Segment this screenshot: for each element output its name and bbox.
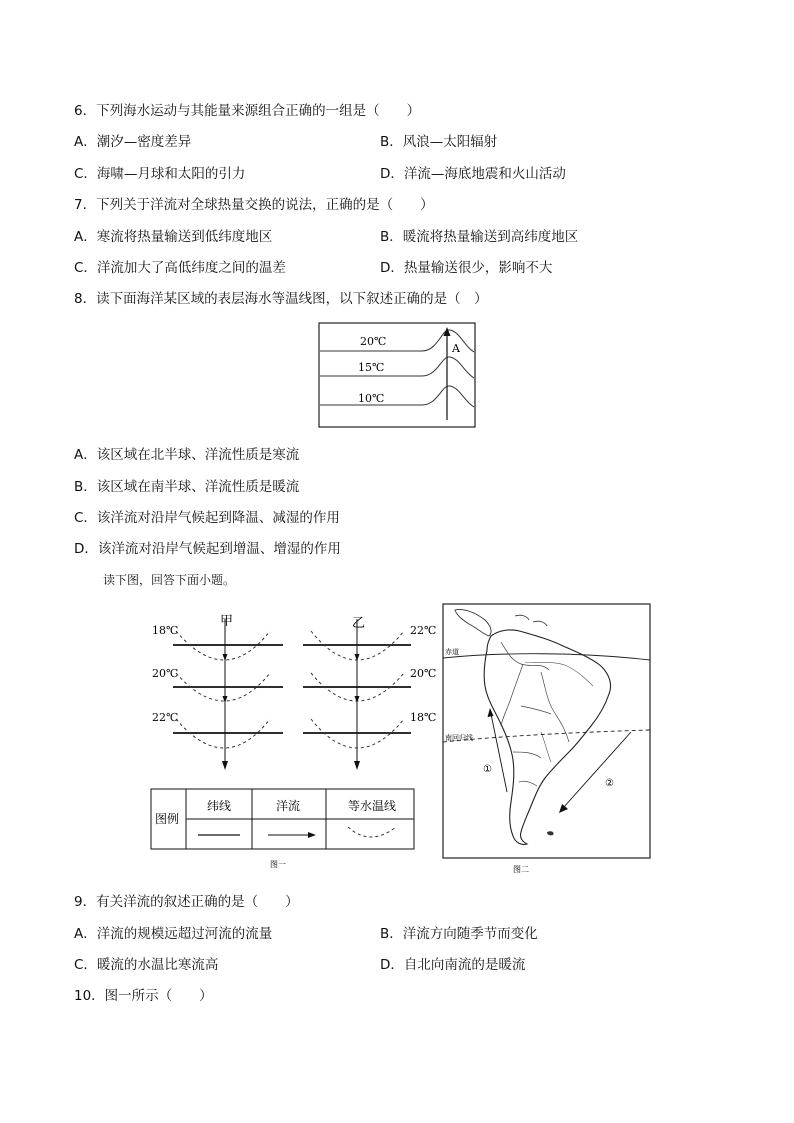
diagram-yi xyxy=(303,619,411,770)
q6-stem: 6．下列海水运动与其能量来源组合正确的一组是（ ） xyxy=(74,103,421,119)
jia-mid-arrow-2 xyxy=(223,696,228,703)
legend-title: 图例 xyxy=(155,812,180,826)
q9-option-d: D．自北向南流的是暖流 xyxy=(380,957,526,973)
q8-stem: 8．读下面海洋某区域的表层海水等温线图，以下叙述正确的是（ ） xyxy=(74,291,488,307)
q8-option-b: B．该区域在南半球、洋流性质是暖流 xyxy=(74,479,300,495)
right-temp-20: 20℃ xyxy=(410,667,437,680)
q8-option-c: C．该洋流对沿岸气候起到降温、减湿的作用 xyxy=(74,510,340,526)
isotherm-line-3 xyxy=(320,386,474,407)
equator-label: 赤道 xyxy=(445,648,459,656)
diagram-jia xyxy=(173,619,283,770)
right-temp-22: 22℃ xyxy=(410,624,437,637)
q7-stem: 7．下列关于洋流对全球热量交换的说法，正确的是（ ） xyxy=(74,197,434,213)
q8-option-d: D．该洋流对沿岸气候起到增温、增湿的作用 xyxy=(74,541,341,557)
legend-table xyxy=(151,789,414,849)
q6-option-c: C．海啸—月球和太阳的引力 xyxy=(74,166,246,182)
legend-current-arrowhead xyxy=(308,832,316,838)
q7-option-c: C．洋流加大了高低纬度之间的温差 xyxy=(74,260,286,276)
legend-current-label: 洋流 xyxy=(276,799,301,813)
q7-option-d: D．热量输送很少，影响不大 xyxy=(380,260,553,276)
isotherm-line-2 xyxy=(320,357,474,378)
jia-current-head xyxy=(222,761,228,770)
current-arrow-head xyxy=(444,327,451,336)
left-temp-18: 18℃ xyxy=(152,624,179,637)
current-1-label: ① xyxy=(483,764,492,775)
left-temp-22: 22℃ xyxy=(152,711,179,724)
figure-one-caption: 图一 xyxy=(270,860,286,869)
isotherm-label-10: 10℃ xyxy=(358,392,385,405)
right-temp-18: 18℃ xyxy=(410,711,437,724)
figure-two-caption: 图二 xyxy=(513,865,529,874)
q7-option-b: B．暖流将热量输送到高纬度地区 xyxy=(380,229,579,245)
yi-current-head xyxy=(354,761,360,770)
figure-two-map xyxy=(441,602,653,878)
figure-one xyxy=(148,605,438,873)
q7-option-a: A．寒流将热量输送到低纬度地区 xyxy=(74,229,273,245)
q10-stem: 10．图一所示（ ） xyxy=(74,988,213,1004)
q8-option-a: A．该区域在北半球、洋流性质是寒流 xyxy=(74,447,300,463)
legend-isotherm-symbol xyxy=(348,827,396,837)
current-2-label: ② xyxy=(605,778,614,789)
legend-latitude-label: 纬线 xyxy=(207,799,232,813)
tropic-label: 南回归线 xyxy=(445,734,473,742)
yi-mid-arrow-2 xyxy=(355,696,360,703)
q6-option-b: B．风浪—太阳辐射 xyxy=(380,134,498,150)
isotherm-frame xyxy=(319,323,475,427)
point-a-label: A xyxy=(452,342,460,355)
isotherm-line-1 xyxy=(320,330,474,352)
isotherm-label-15: 15℃ xyxy=(358,361,385,374)
q9-option-b: B．洋流方向随季节而变化 xyxy=(380,926,538,942)
label-jia: 甲 xyxy=(220,614,234,629)
isotherm-label-20: 20℃ xyxy=(360,335,387,348)
reading-instruction: 读下图，回答下面小题。 xyxy=(103,573,236,587)
legend-isotherm-label: 等水温线 xyxy=(348,799,397,813)
q9-stem: 9．有关洋流的叙述正确的是（ ） xyxy=(74,894,299,910)
isotherm-figure xyxy=(318,322,476,428)
label-yi: 乙 xyxy=(352,616,366,631)
q6-option-d: D．洋流—海底地震和火山活动 xyxy=(380,166,566,182)
q9-option-a: A．洋流的规模远超过河流的流量 xyxy=(74,926,273,942)
q9-option-c: C．暖流的水温比寒流高 xyxy=(74,957,219,973)
q6-option-a: A．潮汐—密度差异 xyxy=(74,134,192,150)
left-temp-20: 20℃ xyxy=(152,667,179,680)
